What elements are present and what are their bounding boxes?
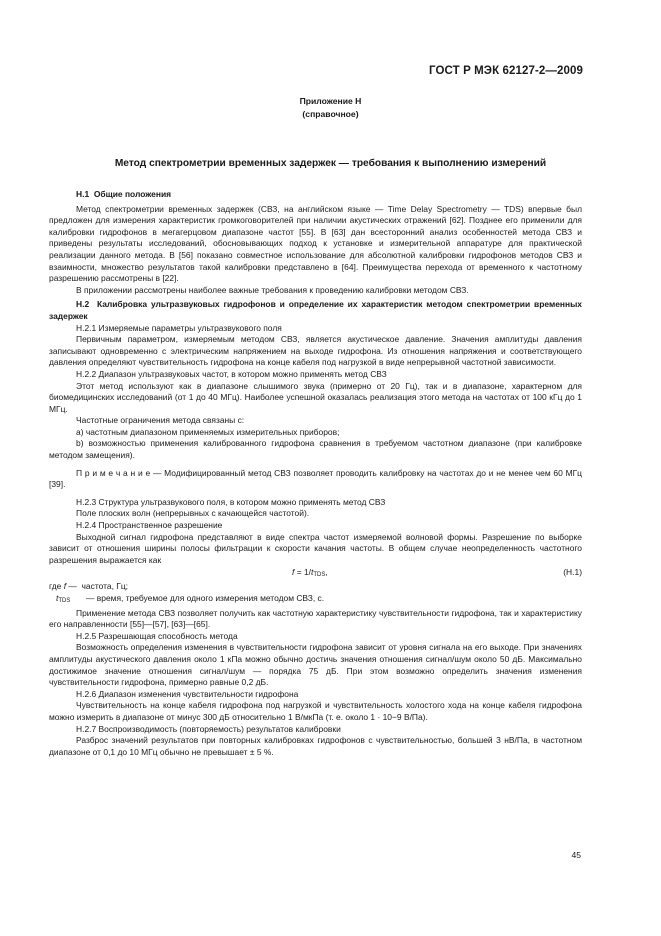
subsection-heading: Н.2.1 Измеряемые параметры ультразвукового поля [76, 322, 282, 333]
paragraph: В приложении рассмотрены наиболее важные требования к проведению калибровки методом СВЗ. [76, 284, 469, 295]
definition-term: f [63, 581, 67, 592]
section-title: Общие положения [93, 189, 172, 199]
section-number: Н.2 [76, 299, 90, 310]
paragraph: Применение метода СВЗ позволяет получить как частотную характеристику чувствительности гидрофона, так и характеристику его направленности [55]—[57], [63]—[65]. [49, 607, 582, 630]
page-number: 45 [571, 850, 581, 860]
section-heading-h1 [49, 189, 582, 201]
definition-item: $t_{TDS}$ — время, требуемое для одного измерения методом СВЗ, с. [56, 593, 325, 604]
paragraph: Этот метод используют как в диапазоне слышимого звука (примерно от 20 Гц), так и в диапазоне, характерном для биомедицинских исследований (от 1 до 40 МГц). Наиболее успешной оказалась реализация этого метода на частотах от 100 кГц до 1 МГц. [49, 380, 582, 414]
paragraph: Выходной сигнал гидрофона представляют в виде спектра частот измеряемой волновой формы. Разрешение по выборке зависит от отношения ширины полосы фильтрации к скорости качания частоты. В общем случае неопределенность частотного разрешения выражается как [49, 531, 582, 565]
definition-term: t [56, 593, 59, 603]
note [49, 468, 582, 491]
paragraph: Частотные ограничения метода связаны с: [76, 415, 245, 426]
document-body [49, 189, 582, 758]
subsection-heading: Н.2.7 Воспроизводимость (повторяемость) результатов калибровки [76, 723, 341, 734]
appendix-title: Приложение Н [299, 96, 362, 106]
standard-header: ГОСТ Р МЭК 62127-2—2009 [429, 65, 583, 77]
subsection-heading: Н.2.4 Пространственное разрешение [76, 520, 223, 531]
subsection-heading: Н.2.3 Структура ультразвукового поля, в котором можно применять метод СВЗ [76, 496, 386, 507]
formula [49, 567, 582, 581]
paragraph: Метод спектрометрии временных задержек (СВЗ, на английском языке — Time Delay Spectrometry — TDS) впервые был предложен для измерения характеристик громкоговорителей при наличии акустических отражений [62]. Позднее его применили для калибровки гидрофонов в мегагерцовом диапазоне частот [55]. В [63] дан всесторонний анализ особенностей метода СВЗ и приведены результаты исследований, обосновывающих подход к установке и измерительной аппаратуре для практической реализации данного метода. В [56] показано совместное использование для абсолютной калибровки гидрофонов методов СВЗ и взаимности, множество результатов такой калибровки представлено в [64]. Преимущества перехода от временного к частотному разрешению рассмотрены в [22]. [49, 203, 582, 284]
definition-list: где f — частота, Гц; [49, 581, 129, 592]
paragraph: Чувствительность на конце кабеля гидрофона под нагрузкой и чувствительность холостого хода на конце кабеля гидрофона можно измерить в диапазоне от минус 300 дБ относительно 1 В/мкПа (т. е. около 1 · 10−9 В/Па). [49, 700, 582, 722]
section-heading-h2 [49, 299, 582, 322]
note-label: П р и м е ч а н и е [76, 467, 151, 478]
paragraph: Возможность определения изменения в чувствительности гидрофона зависит от уровня сигнала на его выходе. При значениях амплитуды акустического давления около 1 кПа можно обычно достичь значения отношения сигнал/шум около 50 дБ. Максимально достижимое значение отношения сигнал/шум — порядка 75 дБ. При этом возможно определить значения изменения чувствительности гидрофона, примерно равные 0,2 дБ. [49, 642, 582, 688]
formula-number: (Н.1) [563, 567, 582, 578]
document-title: Метод спектрометрии временных задержек — требования к выполнению измерений [114, 158, 547, 169]
appendix-subtitle: (справочное) [302, 109, 359, 119]
paragraph: Первичным параметром, измеряемым методом СВЗ, является акустическое давление. Значения амплитуды давления записывают одновременно с электрическим напряжением на выходе гидрофона. Из отношения напряжения и соответствующего давления определяют чувствительность гидрофона на конце кабеля под нагрузкой в виде непрерывной частотной зависимости. [49, 334, 582, 368]
definition-text: частота, Гц; [81, 581, 129, 592]
paragraph: Поле плоских волн (непрерывных с качающейся частотой). [76, 508, 310, 519]
subsection-heading: Н.2.6 Диапазон изменения чувствительности гидрофона [76, 688, 299, 699]
formula-expression: $f = 1/t_{TDS}$, [292, 567, 328, 579]
section-number: Н.1 [76, 189, 90, 199]
list-item: b) возможностью применения калиброванного гидрофона сравнения в требуемом частотном диапазоне (при калибровке методом замещения). [49, 438, 582, 461]
subsection-heading: Н.2.5 Разрешающая способность метода [76, 630, 238, 641]
note-text: — Модифицированный метод СВЗ позволяет проводить калибровку на частотах до и не менее чем 60 МГц [39]. [49, 467, 582, 490]
subsection-heading: Н.2.2 Диапазон ультразвуковых частот, в котором можно применять метод СВЗ [76, 368, 387, 379]
definition-text: время, требуемое для одного измерения методом СВЗ, с. [96, 593, 325, 603]
list-item: а) частотным диапазоном применяемых измерительных приборов; [76, 426, 340, 437]
section-title: Калибровка ультразвуковых гидрофонов и определение их характеристик методом спектрометрии временных задержек [49, 299, 582, 321]
where-label: где [49, 581, 62, 592]
paragraph: Разброс значений результатов при повторных калибровках гидрофонов с чувствительностью, большей 3 нВ/Па, в частотном диапазоне от 0,1 до 10 МГц обычно не превышает ± 5 %. [49, 735, 582, 757]
